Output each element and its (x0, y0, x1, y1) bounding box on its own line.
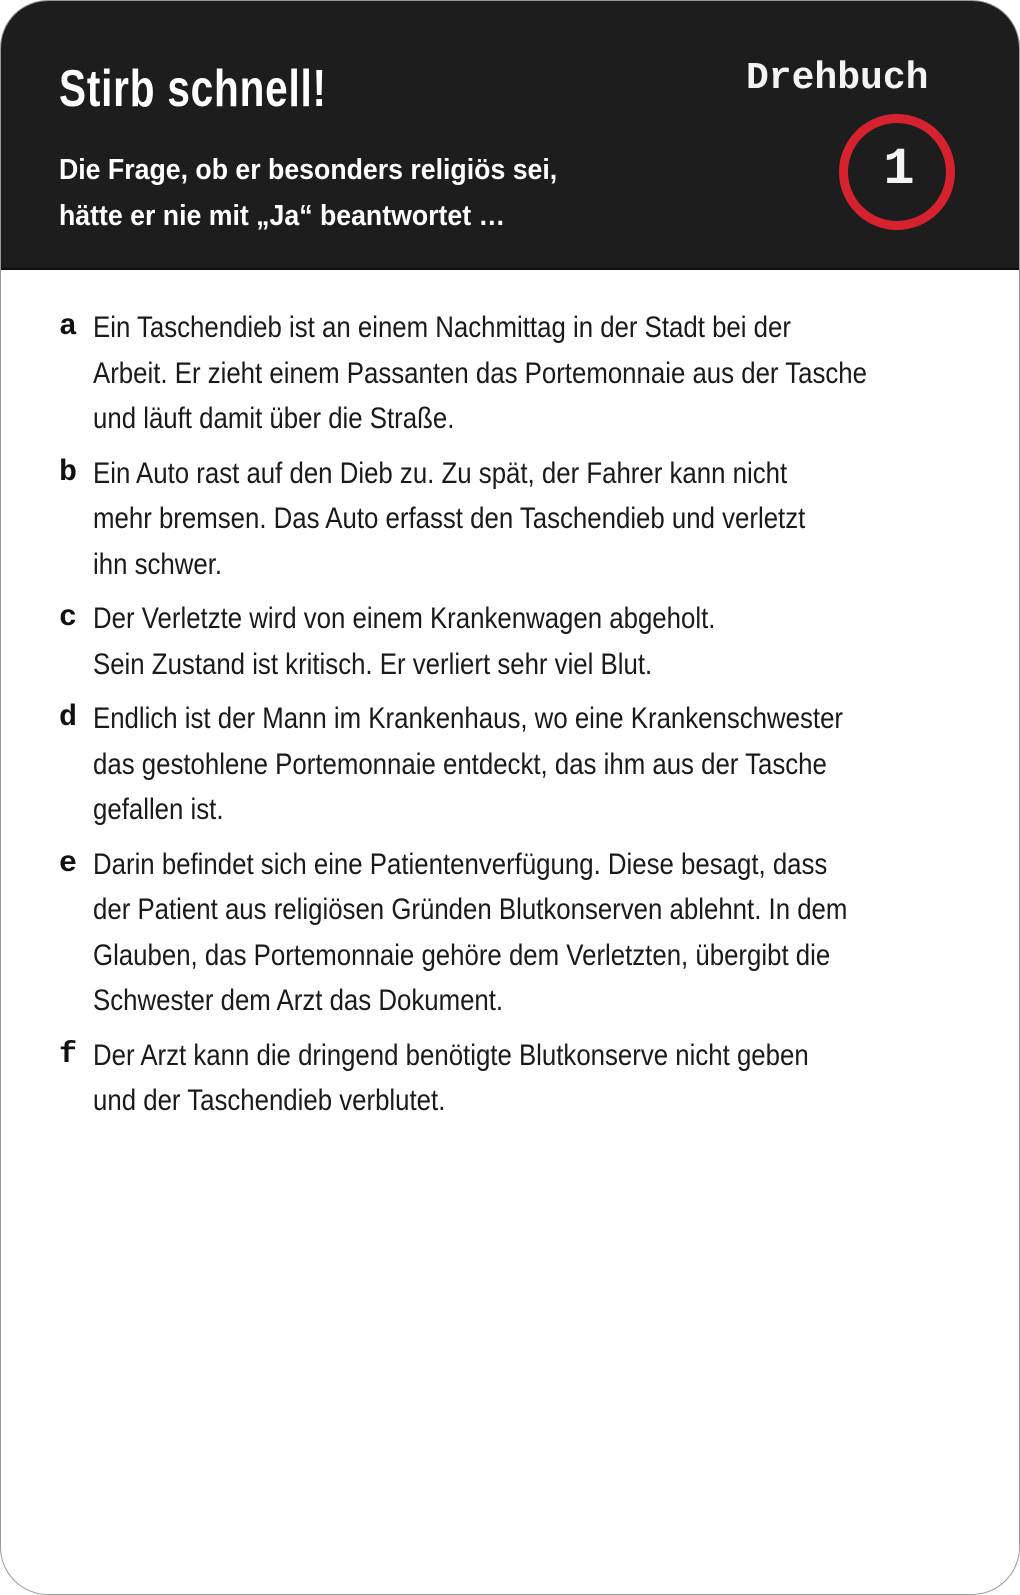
text-line: Endlich ist der Mann im Krankenhaus, wo eine Krankenschwester (93, 702, 844, 735)
text-line: Schwester dem Arzt das Dokument. (93, 984, 504, 1017)
text-line: Glauben, das Portemonnaie gehöre dem Verletzten, übergibt die (93, 938, 831, 972)
subtitle-line: Die Frage, ob er besonders religiös sei, (59, 154, 558, 186)
text-line: Der Verletzte wird von einem Krankenwagen abgeholt. (93, 602, 716, 635)
text-line: Der Arzt kann die dringend benötigte Blutkonserve nicht geben (93, 1038, 809, 1072)
text-line: und läuft damit über die Straße. (93, 402, 455, 435)
text-line: ihn schwer. (93, 547, 223, 581)
text-line: der Patient aus religiösen Gründen Blutkonserven ablehnt. In dem (93, 893, 848, 926)
step-text (93, 696, 979, 833)
step-letter: b (59, 455, 78, 490)
card-subtitle (59, 147, 648, 239)
step-letter: d (59, 701, 78, 735)
card-title: Stirb schnell! (59, 60, 327, 118)
step-text (93, 305, 979, 442)
text-line: Ein Taschendieb ist an einem Nachmittag in der Stadt bei der (93, 311, 791, 344)
card-number-badge (839, 114, 955, 230)
text-line: gefallen ist. (93, 793, 224, 826)
step-list (59, 305, 959, 1133)
step-item-e (59, 842, 959, 1024)
section-label: Drehbuch (746, 57, 929, 100)
step-item-a (59, 305, 959, 442)
card-number: 1 (883, 140, 915, 199)
step-text (93, 451, 979, 588)
step-text (93, 596, 979, 687)
subtitle-line: hätte er nie mit „Ja“ beantwortet … (59, 200, 506, 232)
step-item-c (59, 596, 959, 687)
text-line: Darin befindet sich eine Patientenverfügung. Diese besagt, dass (93, 847, 828, 881)
card-header (1, 1, 1019, 270)
step-text (93, 842, 979, 1024)
text-line: das gestohlene Portemonnaie entdeckt, das ihm aus der Tasche (93, 747, 827, 781)
step-item-d (59, 696, 959, 833)
step-text (93, 1033, 979, 1124)
step-item-b (59, 451, 959, 588)
text-line: und der Taschendieb verblutet. (93, 1084, 446, 1117)
step-letter: a (59, 310, 78, 344)
step-letter: e (59, 846, 78, 881)
text-line: Ein Auto rast auf den Dieb zu. Zu spät, der Fahrer kann nicht (93, 456, 788, 490)
step-item-f (59, 1033, 959, 1124)
text-line: Sein Zustand ist kritisch. Er verliert sehr viel Blut. (93, 647, 653, 681)
text-line: mehr bremsen. Das Auto erfasst den Taschendieb und verletzt (93, 502, 806, 535)
text-line: Arbeit. Er zieht einem Passanten das Portemonnaie aus der Tasche (93, 356, 867, 390)
step-letter: c (59, 601, 78, 635)
step-letter: f (59, 1037, 78, 1072)
